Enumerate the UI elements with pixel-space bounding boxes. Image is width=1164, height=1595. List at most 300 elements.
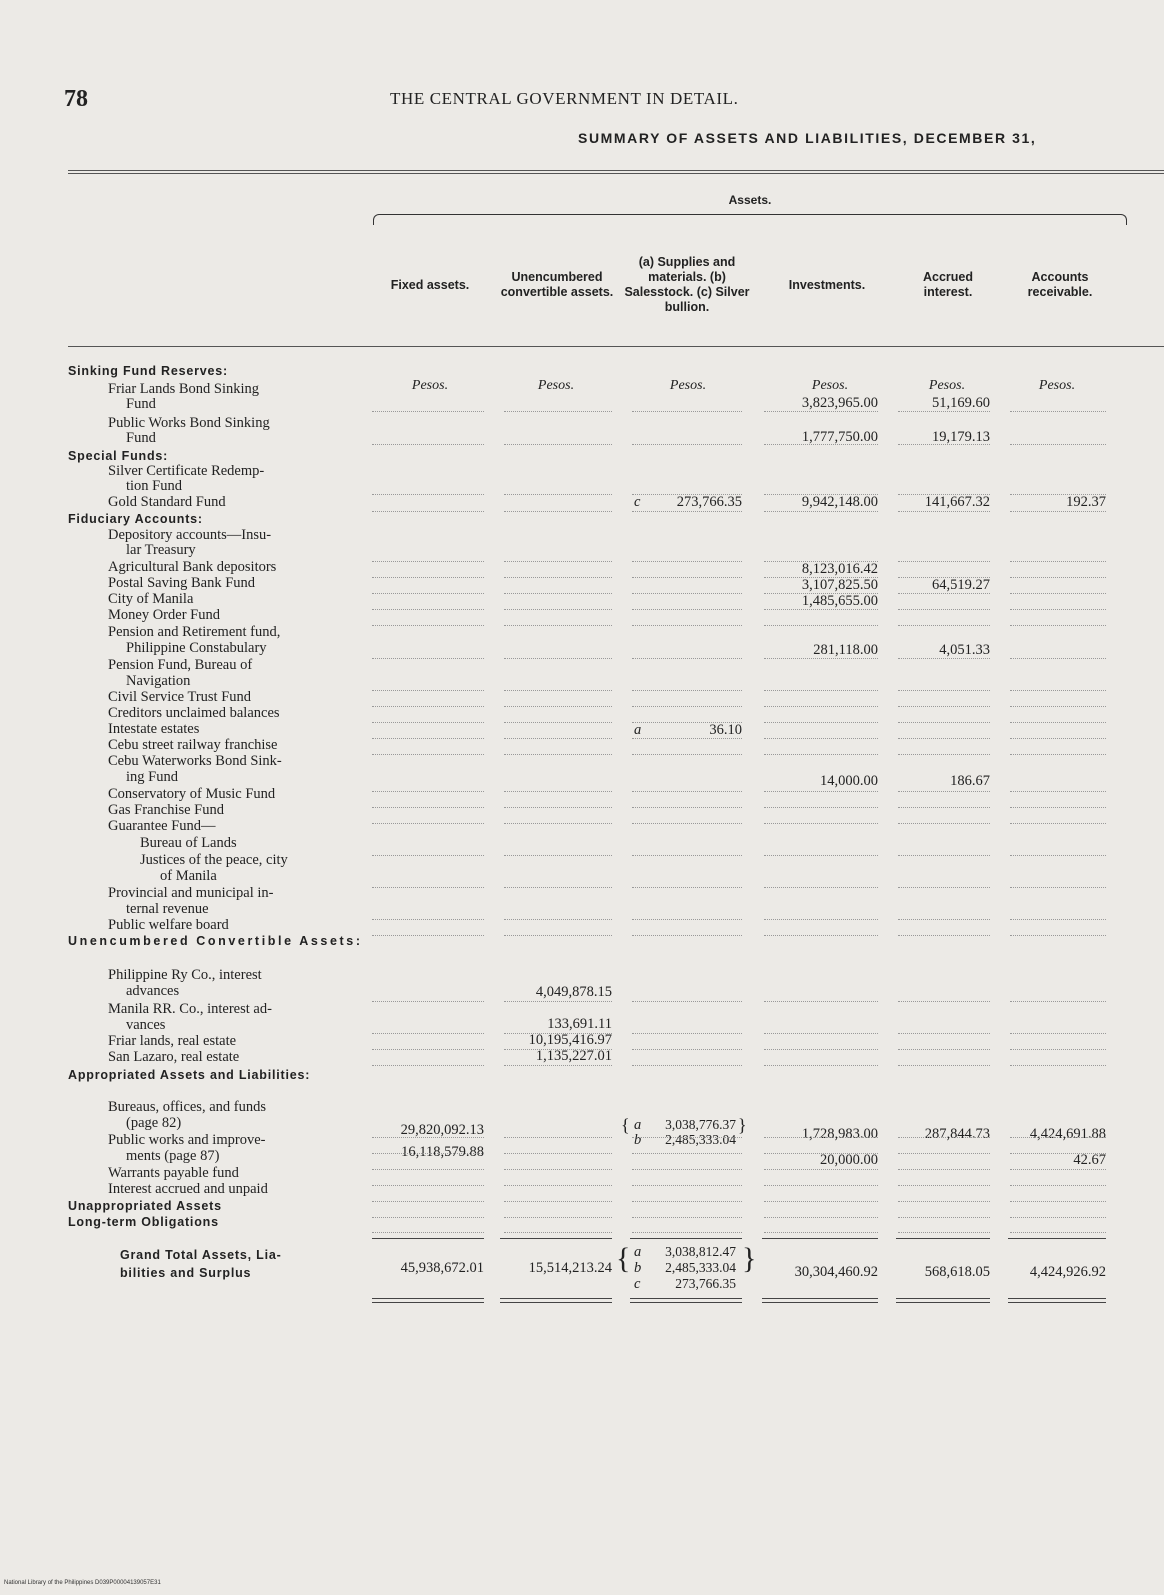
cell-leader: [898, 690, 990, 692]
cell-leader: [764, 444, 878, 446]
grand-total-label: Grand Total Assets, Lia-: [120, 1248, 282, 1262]
cell-leader: [504, 791, 612, 793]
cell-leader: [898, 807, 990, 809]
row-label: Justices of the peace, city: [140, 852, 288, 868]
cell-leader: [504, 807, 612, 809]
cell-leader: [764, 690, 878, 692]
cell-investments: 3,107,825.50: [801, 577, 878, 593]
cell-leader: [1010, 1153, 1106, 1155]
cell-leader: [632, 754, 742, 756]
cell-leader: [898, 1201, 990, 1203]
cell-investments: 14,000.00: [820, 773, 878, 789]
cell-leader: [1010, 411, 1106, 413]
row-label: Philippine Ry Co., interest: [108, 967, 262, 983]
cell-leader: [504, 754, 612, 756]
cell-leader: [372, 444, 484, 446]
row-label: Provincial and municipal in-: [108, 885, 274, 901]
cell-leader: [1010, 722, 1106, 724]
cell-leader: [632, 1169, 742, 1171]
row-label: Philippine Constabulary: [126, 640, 267, 656]
cell-leader: [1010, 1137, 1106, 1139]
cell-leader: [764, 593, 878, 595]
cell-leader: [372, 494, 484, 496]
cell-leader: [632, 593, 742, 595]
cell-leader: [1010, 625, 1106, 627]
cell-accrued: 186.67: [950, 773, 990, 789]
cell-leader: [504, 494, 612, 496]
total-rule: [1008, 1238, 1106, 1239]
cell-leader: [504, 1153, 612, 1155]
unit-supplies: Pesos.: [669, 378, 707, 393]
cell-leader: [764, 494, 878, 496]
cell-leader: [504, 706, 612, 708]
cell-leader: [632, 722, 742, 724]
cell-leader: [372, 935, 484, 937]
cell-leader: [372, 919, 484, 921]
cell-leader: [764, 1065, 878, 1067]
cell-leader: [632, 738, 742, 740]
cell-investments: 3,823,965.00: [801, 395, 878, 411]
cell-supplies: 273,766.35: [676, 494, 742, 510]
row-label: Intestate estates: [108, 721, 200, 737]
cell-receivable: 192.37: [1066, 494, 1106, 510]
col-investments: Investments.: [788, 277, 866, 292]
cell-leader: [764, 658, 878, 660]
cell-leader: [1010, 887, 1106, 889]
cell-leader: [504, 577, 612, 579]
cell-leader: [372, 658, 484, 660]
cell-leader: [632, 1065, 742, 1067]
row-label: Civil Service Trust Fund: [108, 689, 252, 705]
cell-leader: [632, 625, 742, 627]
cell-leader: [764, 411, 878, 413]
assets-group-label: Assets.: [728, 193, 772, 207]
cell-supplies-mark: c: [634, 494, 641, 510]
page-number: 78: [64, 86, 88, 112]
row-label: (page 82): [126, 1115, 182, 1131]
section-longterm: Long-term Obligations: [68, 1215, 219, 1229]
cell-leader: [632, 791, 742, 793]
cell-leader: [504, 738, 612, 740]
cell-unencumbered: 133,691.11: [547, 1016, 612, 1032]
cell-leader: [372, 1065, 484, 1067]
cell-supplies: 36.10: [709, 722, 742, 738]
cell-leader: [632, 1185, 742, 1187]
cell-leader: [1010, 1185, 1106, 1187]
cell-leader: [632, 823, 742, 825]
total-rule: [630, 1238, 742, 1239]
cell-leader: [632, 919, 742, 921]
cell-supplies-a: 3,038,776.37: [665, 1117, 736, 1132]
row-label: Public Works Bond Sinking: [108, 415, 270, 431]
cell-leader: [764, 1201, 878, 1203]
cell-leader: [372, 1169, 484, 1171]
total-fixed: 45,938,672.01: [400, 1260, 484, 1276]
row-label: Friar lands, real estate: [108, 1033, 237, 1049]
cell-supplies-mark: a: [634, 722, 642, 738]
cell-accrued: 141,667.32: [924, 494, 990, 510]
cell-leader: [504, 1001, 612, 1003]
col-fixed-assets: Fixed assets.: [390, 277, 470, 292]
cell-leader: [764, 577, 878, 579]
cell-leader: [764, 823, 878, 825]
row-label: Bureau of Lands: [140, 835, 237, 851]
cell-leader: [632, 658, 742, 660]
cell-leader: [1010, 593, 1106, 595]
cell-leader: [764, 511, 878, 513]
total-supplies-mark: c: [634, 1276, 641, 1292]
cell-leader: [898, 1065, 990, 1067]
cell-leader: [898, 577, 990, 579]
cell-leader: [372, 511, 484, 513]
row-label: Fund: [126, 396, 156, 412]
cell-leader: [898, 1033, 990, 1035]
section-special: Special Funds:: [68, 449, 169, 463]
cell-leader: [764, 722, 878, 724]
cell-leader: [1010, 1217, 1106, 1219]
cell-accrued: 4,051.33: [939, 642, 990, 658]
cell-leader: [1010, 935, 1106, 937]
section-fiduciary: Fiduciary Accounts:: [68, 512, 203, 526]
cell-leader: [372, 1232, 484, 1234]
cell-leader: [632, 935, 742, 937]
row-label: Friar Lands Bond Sinking: [108, 381, 260, 397]
row-label: of Manila: [160, 868, 217, 884]
row-label: Cebu Waterworks Bond Sink-: [108, 753, 282, 769]
cell-leader: [504, 855, 612, 857]
cell-leader: [504, 1169, 612, 1171]
cell-leader: [1010, 658, 1106, 660]
brace-left: {: [616, 1242, 631, 1275]
cell-leader: [504, 1033, 612, 1035]
cell-leader: [1010, 855, 1106, 857]
cell-leader: [632, 807, 742, 809]
section-sinking: Sinking Fund Reserves:: [68, 364, 228, 378]
cell-leader: [372, 1153, 484, 1155]
cell-leader: [372, 754, 484, 756]
cell-leader: [372, 593, 484, 595]
section-unappropriated: Unappropriated Assets: [68, 1199, 222, 1213]
total-accrued: 568,618.05: [924, 1264, 990, 1280]
cell-leader: [1010, 1049, 1106, 1051]
cell-leader: [632, 444, 742, 446]
row-label: Manila RR. Co., interest ad-: [108, 1001, 272, 1017]
cell-leader: [632, 1153, 742, 1155]
total-supplies-mark: b: [634, 1260, 642, 1276]
cell-leader: [1010, 1001, 1106, 1003]
cell-leader: [632, 706, 742, 708]
cell-leader: [764, 561, 878, 563]
cell-leader: [632, 1232, 742, 1234]
row-label: Interest accrued and unpaid: [108, 1181, 268, 1197]
running-head: THE CENTRAL GOVERNMENT IN DETAIL.: [390, 89, 739, 108]
cell-investments: 20,000.00: [820, 1152, 878, 1168]
cell-fixed: 29,820,092.13: [400, 1122, 484, 1138]
cell-leader: [764, 919, 878, 921]
cell-leader: [372, 1201, 484, 1203]
row-label: City of Manila: [108, 591, 194, 607]
cell-leader: [898, 609, 990, 611]
row-label: tion Fund: [126, 478, 182, 494]
cell-leader: [372, 791, 484, 793]
row-label: Money Order Fund: [108, 607, 220, 623]
cell-supplies-b: 2,485,333.04: [665, 1132, 736, 1147]
cell-leader: [504, 690, 612, 692]
cell-leader: [898, 1169, 990, 1171]
unit-fixed: Pesos.: [411, 378, 449, 393]
total-double-rule: [500, 1298, 612, 1303]
cell-leader: [372, 1049, 484, 1051]
assets-group-bracket: [373, 214, 1127, 225]
cell-leader: [372, 625, 484, 627]
cell-leader: [898, 1153, 990, 1155]
row-label: Pension and Retirement fund,: [108, 624, 281, 640]
cell-leader: [1010, 561, 1106, 563]
cell-unencumbered: 1,135,227.01: [535, 1048, 612, 1064]
row-label: Creditors unclaimed balances: [108, 705, 280, 721]
cell-leader: [632, 1217, 742, 1219]
cell-leader: [372, 1185, 484, 1187]
col-accounts-receivable: Accounts receivable.: [1027, 270, 1093, 299]
total-rule: [762, 1238, 878, 1239]
cell-leader: [764, 791, 878, 793]
cell-leader: [898, 1185, 990, 1187]
unit-unencumbered: Pesos.: [537, 378, 575, 393]
cell-leader: [504, 511, 612, 513]
cell-leader: [898, 593, 990, 595]
cell-leader: [764, 1185, 878, 1187]
cell-leader: [504, 722, 612, 724]
cell-leader: [764, 1232, 878, 1234]
row-label: Cebu street railway franchise: [108, 737, 278, 753]
cell-leader: [372, 887, 484, 889]
cell-leader: [764, 1217, 878, 1219]
cell-leader: [1010, 511, 1106, 513]
brace-left: {: [621, 1115, 630, 1135]
cell-leader: [372, 577, 484, 579]
section-appropriated: Appropriated Assets and Liabilities:: [68, 1068, 311, 1082]
total-double-rule: [762, 1298, 878, 1303]
cell-leader: [372, 722, 484, 724]
cell-leader: [372, 1137, 484, 1139]
header-rule: [68, 346, 1164, 347]
cell-leader: [1010, 577, 1106, 579]
total-rule: [896, 1238, 990, 1239]
cell-leader: [898, 935, 990, 937]
cell-leader: [504, 1201, 612, 1203]
cell-leader: [372, 411, 484, 413]
brace-right: }: [738, 1115, 747, 1135]
row-label: Navigation: [126, 673, 191, 689]
brace-right: }: [742, 1242, 757, 1275]
cell-leader: [504, 823, 612, 825]
cell-leader: [372, 561, 484, 563]
cell-leader: [632, 887, 742, 889]
cell-leader: [764, 738, 878, 740]
cell-leader: [504, 935, 612, 937]
section-unencumbered: Unencumbered Convertible Assets:: [68, 934, 363, 948]
cell-leader: [764, 1033, 878, 1035]
cell-leader: [504, 411, 612, 413]
cell-leader: [504, 1232, 612, 1234]
cell-leader: [1010, 690, 1106, 692]
cell-leader: [898, 1001, 990, 1003]
top-rule-2: [68, 173, 1164, 174]
cell-leader: [764, 625, 878, 627]
cell-leader: [1010, 1033, 1106, 1035]
cell-leader: [764, 706, 878, 708]
cell-leader: [632, 511, 742, 513]
cell-leader: [764, 807, 878, 809]
row-label: Silver Certificate Redemp-: [108, 463, 265, 479]
cell-leader: [1010, 706, 1106, 708]
cell-leader: [1010, 754, 1106, 756]
cell-leader: [632, 1033, 742, 1035]
cell-investments: 1,728,983.00: [801, 1126, 878, 1142]
cell-leader: [898, 411, 990, 413]
cell-accrued: 64,519.27: [932, 577, 990, 593]
total-supplies-a: 3,038,812.47: [665, 1244, 736, 1259]
cell-leader: [764, 1001, 878, 1003]
cell-leader: [372, 1033, 484, 1035]
cell-leader: [504, 1217, 612, 1219]
cell-leader: [764, 855, 878, 857]
cell-accrued: 287,844.73: [924, 1126, 990, 1142]
cell-unencumbered: 10,195,416.97: [528, 1032, 612, 1048]
cell-leader: [1010, 1232, 1106, 1234]
total-double-rule: [1008, 1298, 1106, 1303]
cell-leader: [632, 494, 742, 496]
row-label: Fund: [126, 430, 156, 446]
cell-leader: [1010, 738, 1106, 740]
total-double-rule: [896, 1298, 990, 1303]
cell-leader: [898, 823, 990, 825]
cell-investments: 9,942,148.00: [801, 494, 878, 510]
cell-leader: [898, 919, 990, 921]
cell-leader: [764, 935, 878, 937]
row-label: Conservatory of Music Fund: [108, 786, 276, 802]
cell-leader: [632, 690, 742, 692]
cell-leader: [504, 609, 612, 611]
cell-leader: [898, 625, 990, 627]
cell-leader: [898, 511, 990, 513]
cell-leader: [504, 444, 612, 446]
cell-leader: [898, 1232, 990, 1234]
row-label: Warrants payable fund: [108, 1165, 239, 1181]
cell-leader: [372, 690, 484, 692]
cell-leader: [632, 609, 742, 611]
cell-leader: [504, 887, 612, 889]
unit-accrued: Pesos.: [928, 378, 966, 393]
cell-supplies-mark: b: [634, 1132, 642, 1148]
row-label: Guarantee Fund—: [108, 818, 216, 834]
cell-leader: [898, 722, 990, 724]
cell-receivable: 42.67: [1073, 1152, 1106, 1168]
cell-leader: [504, 1137, 612, 1139]
cell-leader: [898, 494, 990, 496]
cell-leader: [504, 1049, 612, 1051]
cell-leader: [898, 754, 990, 756]
total-receivable: 4,424,926.92: [1029, 1264, 1106, 1280]
cell-leader: [372, 1001, 484, 1003]
cell-leader: [1010, 1201, 1106, 1203]
cell-leader: [504, 919, 612, 921]
cell-leader: [764, 1049, 878, 1051]
cell-accrued: 19,179.13: [932, 429, 990, 445]
cell-leader: [632, 577, 742, 579]
cell-leader: [898, 658, 990, 660]
cell-leader: [764, 754, 878, 756]
unit-investments: Pesos.: [811, 378, 849, 393]
row-label: Gold Standard Fund: [108, 494, 226, 510]
total-unencumbered: 15,514,213.24: [528, 1260, 612, 1276]
row-label: ternal revenue: [126, 901, 209, 917]
cell-supplies-mark: a: [634, 1117, 642, 1133]
row-label: Depository accounts—Insu-: [108, 527, 272, 543]
top-rule: [68, 170, 1164, 171]
cell-leader: [504, 1185, 612, 1187]
cell-leader: [504, 561, 612, 563]
cell-leader: [898, 444, 990, 446]
cell-leader: [632, 1001, 742, 1003]
total-supplies-c: 273,766.35: [675, 1276, 736, 1291]
row-label: ments (page 87): [126, 1148, 220, 1164]
cell-leader: [372, 807, 484, 809]
cell-leader: [1010, 919, 1106, 921]
row-label: Public welfare board: [108, 917, 229, 933]
grand-total-label: bilities and Surplus: [120, 1266, 252, 1280]
table-title: SUMMARY OF ASSETS AND LIABILITIES, DECEMBER 31,: [578, 130, 1037, 146]
cell-leader: [1010, 494, 1106, 496]
cell-leader: [898, 738, 990, 740]
cell-investments: 281,118.00: [813, 642, 878, 658]
cell-leader: [1010, 1169, 1106, 1171]
unit-receivable: Pesos.: [1038, 378, 1076, 393]
cell-investments: 1,777,750.00: [801, 429, 878, 445]
cell-leader: [632, 1049, 742, 1051]
cell-leader: [1010, 609, 1106, 611]
cell-leader: [372, 823, 484, 825]
cell-leader: [632, 855, 742, 857]
cell-leader: [1010, 1065, 1106, 1067]
cell-fixed: 16,118,579.88: [401, 1144, 484, 1160]
cell-leader: [372, 609, 484, 611]
row-label: vances: [126, 1017, 166, 1033]
cell-leader: [898, 1217, 990, 1219]
cell-accrued: 51,169.60: [932, 395, 990, 411]
row-label: San Lazaro, real estate: [108, 1049, 240, 1065]
cell-leader: [898, 1137, 990, 1139]
row-label: Pension Fund, Bureau of: [108, 657, 253, 673]
row-label: Gas Franchise Fund: [108, 802, 224, 818]
cell-leader: [372, 855, 484, 857]
cell-leader: [632, 561, 742, 563]
total-double-rule: [372, 1298, 484, 1303]
cell-leader: [898, 855, 990, 857]
cell-leader: [632, 1201, 742, 1203]
cell-leader: [898, 706, 990, 708]
cell-receivable: 4,424,691.88: [1029, 1126, 1106, 1142]
row-label: Bureaus, offices, and funds: [108, 1099, 266, 1115]
cell-leader: [764, 887, 878, 889]
cell-leader: [372, 1217, 484, 1219]
cell-leader: [1010, 807, 1106, 809]
row-label: advances: [126, 983, 180, 999]
cell-leader: [1010, 823, 1106, 825]
cell-leader: [504, 625, 612, 627]
cell-leader: [504, 1065, 612, 1067]
cell-leader: [372, 738, 484, 740]
